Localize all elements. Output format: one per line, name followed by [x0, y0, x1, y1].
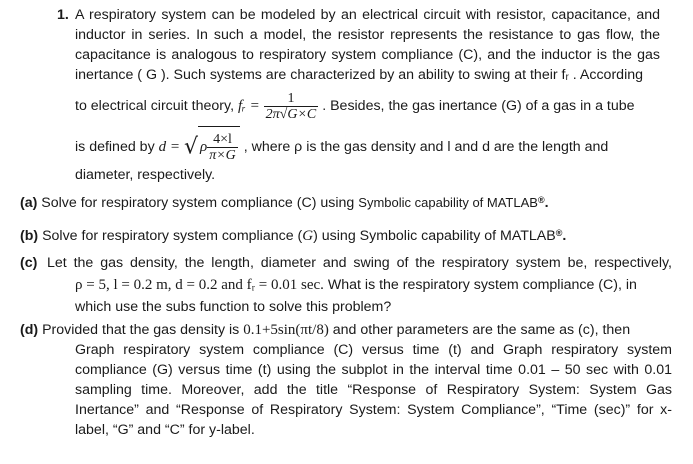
part-a-text-2: Symbolic capability of MATLAB: [358, 195, 538, 210]
part-b-text-1: Solve for respiratory system compliance (: [42, 228, 303, 244]
part-d-label: (d): [20, 322, 39, 338]
problem-number: 1.: [57, 7, 69, 23]
rho-symbol: ρ: [199, 139, 208, 155]
formula-line-diameter: [75, 126, 608, 166]
sqrt-body: [198, 126, 240, 167]
formula-line-frequency: [75, 88, 635, 124]
part-c-line-2-rest: What is the respiratory system compliance (C), in: [327, 277, 637, 293]
part-b-g: G: [302, 228, 314, 244]
frequency-denominator: 2π√G×C: [265, 106, 317, 122]
part-d-formula: 0.1+5sin(πt/8): [243, 322, 329, 338]
part-c-line-2: [75, 275, 637, 295]
line-7: diameter, respectively.: [75, 167, 216, 183]
part-d-line-2: Graph respiratory system compliance (C) versus time (t) and Graph respiratory system: [75, 342, 672, 358]
part-d-line-3: compliance (G) versus time (t) using the subplot in the interval time 0.01 – 50 sec with 0.01: [75, 362, 672, 378]
part-c-line-3: which use the subs function to solve this problem?: [75, 299, 392, 315]
d-equals: d =: [158, 139, 180, 155]
part-d-text-a: Provided that the gas density is: [42, 322, 240, 338]
registered-mark-b: ®: [555, 228, 563, 238]
part-b-label: (b): [20, 228, 39, 244]
intro-line-4: inertance ( G ). Such systems are characterized by an ability to swing at their fᵣ . According: [75, 67, 643, 83]
part-a: [20, 193, 549, 213]
part-c-values: ρ = 5, l = 0.2 m, d = 0.2 and fᵣ = 0.01 sec.: [75, 277, 324, 293]
part-a-text-1: Solve for respiratory system compliance (C) using: [41, 195, 355, 211]
part-d-line-4: sampling time. Moreover, add the title “Response of Respiratory System: System Gas: [75, 382, 672, 398]
part-c-label: (c): [20, 255, 38, 271]
part-b-end: .: [562, 228, 567, 244]
frequency-numerator: 1: [264, 91, 319, 107]
line6-prefix: is defined by: [75, 139, 155, 155]
line5-prefix: to electrical circuit theory,: [75, 98, 235, 114]
frequency-fraction: [264, 91, 319, 122]
part-d-line-5: Inertance” and “Response of Respiratory System: System Compliance”, “Time (sec)” for x-: [75, 402, 672, 418]
part-d-line-6: label, “G” and “C” for y-label.: [75, 422, 255, 438]
part-a-label: (a): [20, 195, 38, 211]
intro-line-3: capacitance is analogous to respiratory system compliance (C), and the inductor is the gas: [75, 47, 660, 63]
diameter-denominator: π×G: [209, 147, 236, 163]
part-d-text-b: and other parameters are the same as (c), then: [332, 322, 631, 338]
intro-line-1: A respiratory system can be modeled by an electrical circuit with resistor, capacitance, and: [75, 7, 660, 23]
part-c-line-1: Let the gas density, the length, diameter and swing of the respiratory system be, respectively,: [47, 255, 672, 271]
registered-mark: ®: [537, 195, 545, 205]
line6-suffix: , where ρ is the gas density and l and d are the length and: [243, 139, 609, 155]
intro-line-2: inductor in series. In such a model, the resistor represents the resistance to gas flow, the: [75, 27, 660, 43]
part-b-text-2: ) using Symbolic capability of MATLAB: [313, 228, 556, 244]
part-d-line-1: [20, 320, 630, 340]
line5-suffix: . Besides, the gas inertance (G) of a gas in a tube: [322, 98, 635, 114]
diameter-numerator: 4×l: [207, 132, 238, 148]
diameter-fraction: [207, 132, 238, 163]
fr-left: fᵣ =: [237, 98, 260, 114]
part-b: [20, 226, 566, 246]
sqrt-icon: √: [183, 134, 198, 160]
part-a-end: .: [544, 195, 549, 211]
